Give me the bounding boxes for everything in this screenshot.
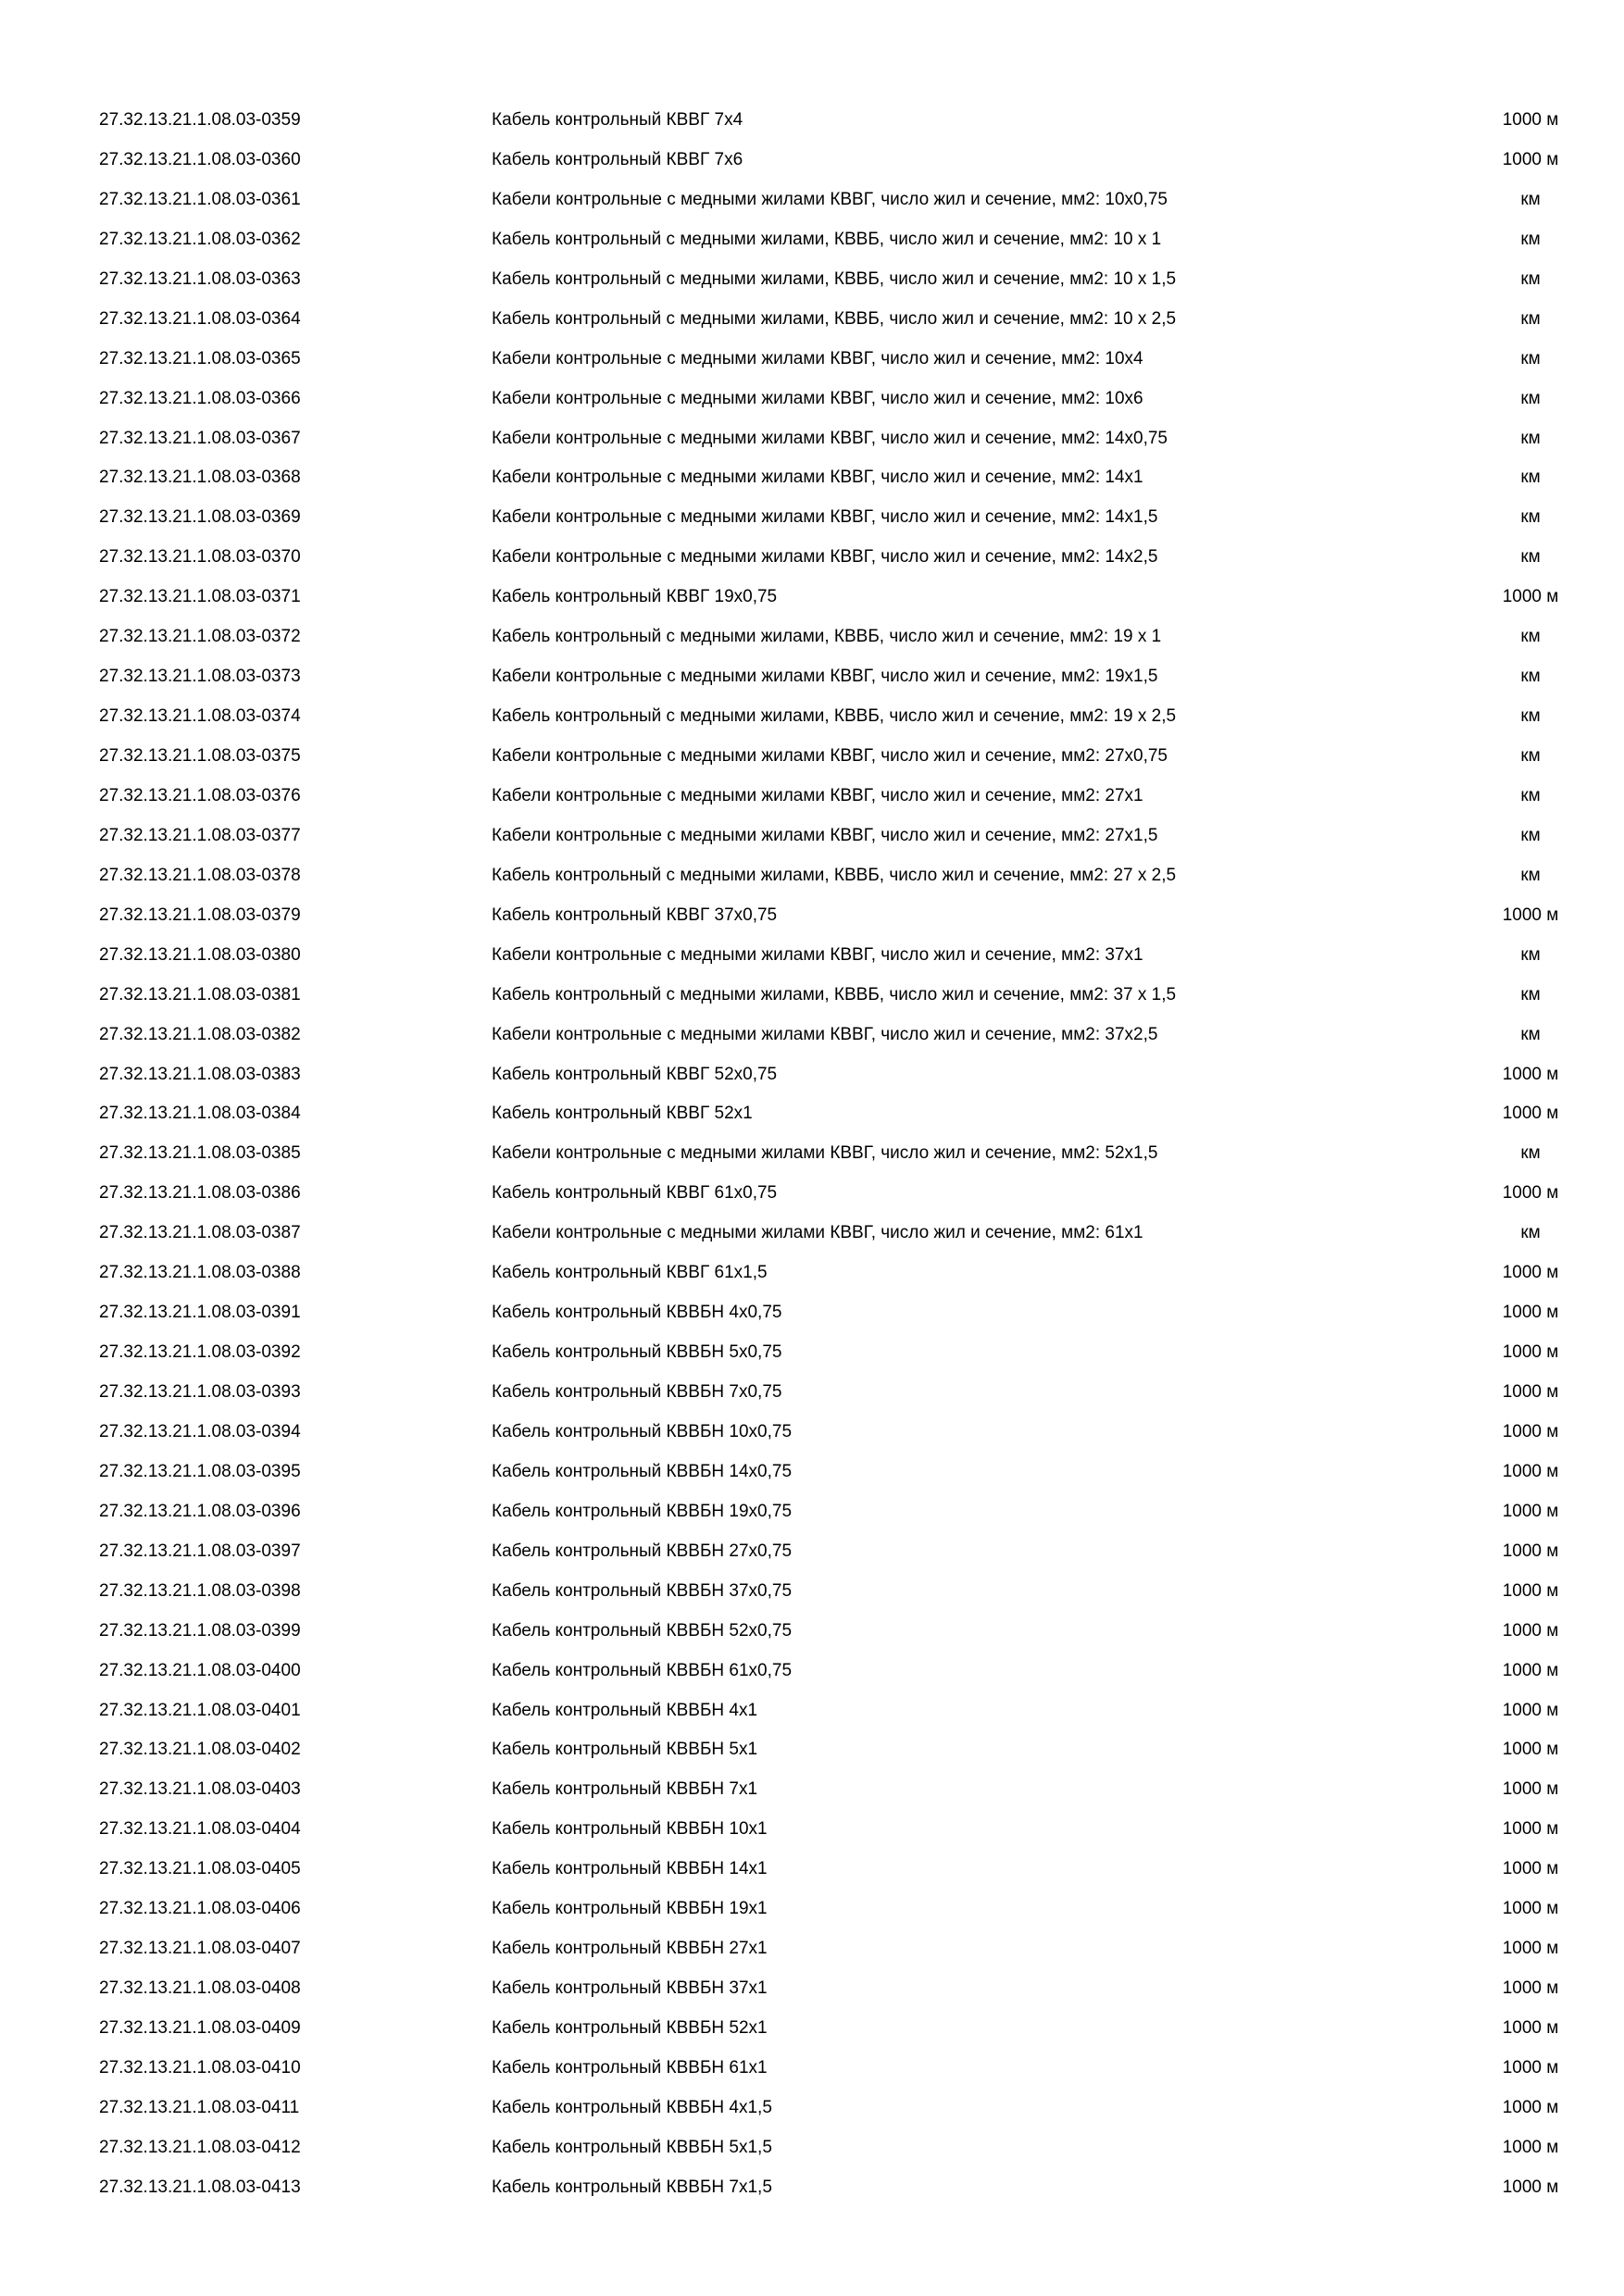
table-row — [0, 1929, 1624, 1969]
item-name: Кабель контрольный КВВБН 37х1 — [492, 1978, 768, 1999]
table-row — [0, 2009, 1624, 2049]
item-name: Кабели контрольные с медными жилами КВВГ, число жил и сечение, мм2: 37х1 — [492, 944, 1143, 965]
item-unit: 1000 м — [1502, 1978, 1559, 1999]
table-row — [0, 380, 1624, 419]
item-unit: 1000 м — [1502, 1183, 1559, 1204]
item-unit: км — [1520, 984, 1541, 1004]
item-name: Кабели контрольные с медными жилами КВВГ, число жил и сечение, мм2: 37х2,5 — [492, 1024, 1158, 1044]
item-code: 27.32.13.21.1.08.03-0366 — [99, 388, 301, 408]
item-name: Кабели контрольные с медными жилами КВВГ, число жил и сечение, мм2: 19х1,5 — [492, 667, 1158, 687]
item-code: 27.32.13.21.1.08.03-0381 — [99, 984, 301, 1004]
table-row — [0, 260, 1624, 300]
item-code: 27.32.13.21.1.08.03-0413 — [99, 2177, 301, 2197]
item-name: Кабель контрольный с медными жилами, КВВБ, число жил и сечение, мм2: 10 х 2,5 — [492, 308, 1177, 329]
item-name: Кабель контрольный КВВГ 61х1,5 — [492, 1263, 768, 1283]
item-code: 27.32.13.21.1.08.03-0384 — [99, 1104, 301, 1124]
table-row — [0, 340, 1624, 380]
item-name: Кабель контрольный КВВБН 7х1,5 — [492, 2177, 772, 2197]
item-unit: 1000 м — [1502, 1382, 1559, 1402]
item-code: 27.32.13.21.1.08.03-0405 — [99, 1859, 301, 1879]
item-unit: км — [1520, 785, 1541, 805]
item-name: Кабели контрольные с медными жилами КВВГ, число жил и сечение, мм2: 10х0,75 — [492, 189, 1168, 209]
item-unit: 1000 м — [1502, 1859, 1559, 1879]
item-name: Кабель контрольный КВВБН 27х1 — [492, 1939, 768, 1959]
item-unit: 1000 м — [1502, 1700, 1559, 1720]
item-name: Кабели контрольные с медными жилами КВВГ, число жил и сечение, мм2: 27х1,5 — [492, 825, 1158, 845]
item-code: 27.32.13.21.1.08.03-0380 — [99, 944, 301, 965]
table-row — [0, 1890, 1624, 1929]
item-code: 27.32.13.21.1.08.03-0372 — [99, 627, 301, 647]
item-name: Кабель контрольный с медными жилами, КВВБ, число жил и сечение, мм2: 10 х 1 — [492, 229, 1162, 249]
item-name: Кабели контрольные с медными жилами КВВГ, число жил и сечение, мм2: 10х4 — [492, 348, 1143, 368]
item-unit: км — [1520, 1143, 1541, 1164]
table-row — [0, 1850, 1624, 1890]
table-row — [0, 1969, 1624, 2009]
item-code: 27.32.13.21.1.08.03-0408 — [99, 1978, 301, 1999]
table-row — [0, 1810, 1624, 1850]
table-row — [0, 1532, 1624, 1572]
item-code: 27.32.13.21.1.08.03-0412 — [99, 2137, 301, 2157]
price-list-table — [0, 101, 1624, 2208]
item-name: Кабель контрольный КВВГ 52х1 — [492, 1104, 753, 1124]
item-code: 27.32.13.21.1.08.03-0402 — [99, 1740, 301, 1760]
item-name: Кабель контрольный КВВБН 61х0,75 — [492, 1660, 793, 1680]
item-unit: 1000 м — [1502, 1660, 1559, 1680]
item-unit: км — [1520, 468, 1541, 488]
table-row — [0, 2128, 1624, 2168]
table-row — [0, 1094, 1624, 1134]
item-name: Кабель контрольный КВВБН 61х1 — [492, 2057, 768, 2078]
item-code: 27.32.13.21.1.08.03-0400 — [99, 1660, 301, 1680]
item-unit: 1000 м — [1502, 2177, 1559, 2197]
item-name: Кабели контрольные с медными жилами КВВГ, число жил и сечение, мм2: 14х1 — [492, 468, 1143, 488]
item-name: Кабель контрольный КВВГ 7х4 — [492, 110, 743, 130]
table-row — [0, 101, 1624, 141]
item-name: Кабели контрольные с медными жилами КВВГ, число жил и сечение, мм2: 14х1,5 — [492, 507, 1158, 528]
item-code: 27.32.13.21.1.08.03-0382 — [99, 1024, 301, 1044]
item-name: Кабель контрольный КВВГ 61х0,75 — [492, 1183, 778, 1204]
table-row — [0, 578, 1624, 618]
item-code: 27.32.13.21.1.08.03-0359 — [99, 110, 301, 130]
table-row — [0, 1293, 1624, 1333]
table-row — [0, 1214, 1624, 1254]
item-code: 27.32.13.21.1.08.03-0370 — [99, 547, 301, 568]
item-name: Кабель контрольный КВВБН 52х1 — [492, 2018, 768, 2038]
item-unit: км — [1520, 547, 1541, 568]
table-row — [0, 181, 1624, 220]
item-unit: км — [1520, 308, 1541, 329]
item-name: Кабели контрольные с медными жилами КВВГ, число жил и сечение, мм2: 14х2,5 — [492, 547, 1158, 568]
item-unit: 1000 м — [1502, 1342, 1559, 1363]
item-unit: 1000 м — [1502, 1263, 1559, 1283]
item-unit: км — [1520, 189, 1541, 209]
item-code: 27.32.13.21.1.08.03-0398 — [99, 1580, 301, 1601]
table-row — [0, 1373, 1624, 1413]
item-name: Кабель контрольный КВВБН 37х0,75 — [492, 1580, 793, 1601]
item-code: 27.32.13.21.1.08.03-0377 — [99, 825, 301, 845]
item-unit: 1000 м — [1502, 1461, 1559, 1481]
table-row — [0, 657, 1624, 697]
item-name: Кабель контрольный КВВГ 19х0,75 — [492, 587, 778, 607]
item-unit: 1000 м — [1502, 1580, 1559, 1601]
item-name: Кабель контрольный КВВБН 5х0,75 — [492, 1342, 782, 1363]
item-code: 27.32.13.21.1.08.03-0391 — [99, 1303, 301, 1323]
table-row — [0, 1134, 1624, 1174]
item-name: Кабель контрольный КВВГ 52х0,75 — [492, 1064, 778, 1084]
item-code: 27.32.13.21.1.08.03-0411 — [99, 2097, 300, 2117]
item-name: Кабель контрольный КВВГ 37х0,75 — [492, 905, 778, 925]
item-code: 27.32.13.21.1.08.03-0374 — [99, 706, 301, 727]
item-name: Кабель контрольный с медными жилами, КВВБ, число жил и сечение, мм2: 27 х 2,5 — [492, 865, 1177, 885]
table-row — [0, 1730, 1624, 1770]
item-code: 27.32.13.21.1.08.03-0393 — [99, 1382, 301, 1402]
table-row — [0, 498, 1624, 538]
item-name: Кабель контрольный КВВБН 4х0,75 — [492, 1303, 782, 1323]
item-unit: км — [1520, 944, 1541, 965]
item-name: Кабель контрольный КВВБН 14х1 — [492, 1859, 768, 1879]
item-unit: км — [1520, 667, 1541, 687]
table-row — [0, 856, 1624, 896]
table-row — [0, 1413, 1624, 1453]
table-row — [0, 817, 1624, 856]
item-unit: 1000 м — [1502, 1740, 1559, 1760]
item-name: Кабель контрольный КВВБН 10х0,75 — [492, 1421, 793, 1441]
item-code: 27.32.13.21.1.08.03-0362 — [99, 229, 301, 249]
item-unit: 1000 м — [1502, 2097, 1559, 2117]
item-unit: км — [1520, 627, 1541, 647]
item-name: Кабель контрольный КВВБН 5х1,5 — [492, 2137, 772, 2157]
item-unit: км — [1520, 507, 1541, 528]
table-row — [0, 2168, 1624, 2208]
item-code: 27.32.13.21.1.08.03-0378 — [99, 865, 301, 885]
item-unit: км — [1520, 825, 1541, 845]
item-unit: км — [1520, 1223, 1541, 1243]
item-code: 27.32.13.21.1.08.03-0361 — [99, 189, 301, 209]
item-name: Кабель контрольный КВВБН 10х1 — [492, 1819, 768, 1840]
table-row — [0, 737, 1624, 777]
item-unit: км — [1520, 865, 1541, 885]
item-unit: 1000 м — [1502, 587, 1559, 607]
table-row — [0, 936, 1624, 976]
item-unit: км — [1520, 746, 1541, 766]
item-unit: 1000 м — [1502, 1501, 1559, 1521]
item-unit: 1000 м — [1502, 2018, 1559, 2038]
item-unit: 1000 м — [1502, 1303, 1559, 1323]
item-code: 27.32.13.21.1.08.03-0394 — [99, 1421, 301, 1441]
item-unit: км — [1520, 229, 1541, 249]
item-name: Кабель контрольный КВВБН 19х1 — [492, 1899, 768, 1919]
table-row — [0, 141, 1624, 181]
item-unit: 1000 м — [1502, 1939, 1559, 1959]
item-unit: км — [1520, 348, 1541, 368]
item-name: Кабель контрольный с медными жилами, КВВБ, число жил и сечение, мм2: 19 х 2,5 — [492, 706, 1177, 727]
table-row — [0, 1055, 1624, 1095]
item-code: 27.32.13.21.1.08.03-0403 — [99, 1779, 301, 1800]
item-name: Кабель контрольный с медными жилами, КВВБ, число жил и сечение, мм2: 10 х 1,5 — [492, 268, 1177, 289]
item-code: 27.32.13.21.1.08.03-0399 — [99, 1620, 301, 1641]
item-unit: 1000 м — [1502, 1541, 1559, 1561]
item-unit: 1000 м — [1502, 1779, 1559, 1800]
item-code: 27.32.13.21.1.08.03-0388 — [99, 1263, 301, 1283]
item-unit: км — [1520, 428, 1541, 448]
item-code: 27.32.13.21.1.08.03-0386 — [99, 1183, 301, 1204]
item-name: Кабель контрольный КВВБН 5х1 — [492, 1740, 758, 1760]
item-code: 27.32.13.21.1.08.03-0397 — [99, 1541, 301, 1561]
item-name: Кабель контрольный КВВБН 14х0,75 — [492, 1461, 793, 1481]
item-name: Кабели контрольные с медными жилами КВВГ, число жил и сечение, мм2: 61х1 — [492, 1223, 1143, 1243]
table-row — [0, 1254, 1624, 1293]
item-unit: 1000 м — [1502, 1104, 1559, 1124]
table-row — [0, 458, 1624, 498]
item-unit: 1000 м — [1502, 110, 1559, 130]
item-code: 27.32.13.21.1.08.03-0396 — [99, 1501, 301, 1521]
item-code: 27.32.13.21.1.08.03-0406 — [99, 1899, 301, 1919]
item-unit: км — [1520, 1024, 1541, 1044]
table-row — [0, 896, 1624, 936]
item-code: 27.32.13.21.1.08.03-0363 — [99, 268, 301, 289]
item-code: 27.32.13.21.1.08.03-0407 — [99, 1939, 301, 1959]
table-row — [0, 1612, 1624, 1652]
item-unit: 1000 м — [1502, 2137, 1559, 2157]
table-row — [0, 419, 1624, 459]
item-code: 27.32.13.21.1.08.03-0395 — [99, 1461, 301, 1481]
item-name: Кабель контрольный КВВБН 19х0,75 — [492, 1501, 793, 1521]
item-code: 27.32.13.21.1.08.03-0387 — [99, 1223, 301, 1243]
item-name: Кабель контрольный КВВБН 7х1 — [492, 1779, 758, 1800]
table-row — [0, 220, 1624, 260]
item-name: Кабель контрольный КВВБН 27х0,75 — [492, 1541, 793, 1561]
table-row — [0, 697, 1624, 737]
item-code: 27.32.13.21.1.08.03-0385 — [99, 1143, 301, 1164]
table-row — [0, 1174, 1624, 1214]
item-unit: км — [1520, 706, 1541, 727]
item-name: Кабель контрольный КВВБН 4х1 — [492, 1700, 758, 1720]
table-row — [0, 1016, 1624, 1055]
item-name: Кабель контрольный КВВБН 52х0,75 — [492, 1620, 793, 1641]
item-unit: 1000 м — [1502, 1819, 1559, 1840]
table-row — [0, 618, 1624, 657]
table-row — [0, 976, 1624, 1016]
item-unit: 1000 м — [1502, 149, 1559, 169]
item-code: 27.32.13.21.1.08.03-0379 — [99, 905, 301, 925]
item-name: Кабель контрольный с медными жилами, КВВБ, число жил и сечение, мм2: 37 х 1,5 — [492, 984, 1177, 1004]
table-row — [0, 538, 1624, 578]
table-row — [0, 1333, 1624, 1373]
item-name: Кабели контрольные с медными жилами КВВГ, число жил и сечение, мм2: 27х0,75 — [492, 746, 1168, 766]
item-name: Кабель контрольный КВВБН 4х1,5 — [492, 2097, 772, 2117]
item-name: Кабели контрольные с медными жилами КВВГ, число жил и сечение, мм2: 10х6 — [492, 388, 1143, 408]
item-code: 27.32.13.21.1.08.03-0404 — [99, 1819, 301, 1840]
item-code: 27.32.13.21.1.08.03-0409 — [99, 2018, 301, 2038]
item-name: Кабель контрольный КВВБН 7х0,75 — [492, 1382, 782, 1402]
table-row — [0, 1572, 1624, 1612]
table-row — [0, 1492, 1624, 1532]
table-row — [0, 1652, 1624, 1691]
item-code: 27.32.13.21.1.08.03-0376 — [99, 785, 301, 805]
table-row — [0, 1770, 1624, 1810]
item-name: Кабели контрольные с медными жилами КВВГ, число жил и сечение, мм2: 14х0,75 — [492, 428, 1168, 448]
table-row — [0, 300, 1624, 340]
item-code: 27.32.13.21.1.08.03-0371 — [99, 587, 301, 607]
item-code: 27.32.13.21.1.08.03-0410 — [99, 2057, 301, 2078]
item-code: 27.32.13.21.1.08.03-0368 — [99, 468, 301, 488]
item-unit: 1000 м — [1502, 1064, 1559, 1084]
item-code: 27.32.13.21.1.08.03-0365 — [99, 348, 301, 368]
item-code: 27.32.13.21.1.08.03-0373 — [99, 667, 301, 687]
item-name: Кабель контрольный КВВГ 7х6 — [492, 149, 743, 169]
item-code: 27.32.13.21.1.08.03-0367 — [99, 428, 301, 448]
table-row — [0, 1691, 1624, 1731]
item-name: Кабель контрольный с медными жилами, КВВБ, число жил и сечение, мм2: 19 х 1 — [492, 627, 1162, 647]
item-name: Кабели контрольные с медными жилами КВВГ, число жил и сечение, мм2: 52х1,5 — [492, 1143, 1158, 1164]
item-code: 27.32.13.21.1.08.03-0369 — [99, 507, 301, 528]
item-code: 27.32.13.21.1.08.03-0360 — [99, 149, 301, 169]
item-unit: 1000 м — [1502, 1899, 1559, 1919]
item-name: Кабели контрольные с медными жилами КВВГ, число жил и сечение, мм2: 27х1 — [492, 785, 1143, 805]
item-unit: 1000 м — [1502, 1421, 1559, 1441]
table-row — [0, 1453, 1624, 1492]
item-code: 27.32.13.21.1.08.03-0401 — [99, 1700, 301, 1720]
item-unit: 1000 м — [1502, 2057, 1559, 2078]
item-unit: 1000 м — [1502, 905, 1559, 925]
item-code: 27.32.13.21.1.08.03-0364 — [99, 308, 301, 329]
item-code: 27.32.13.21.1.08.03-0375 — [99, 746, 301, 766]
item-code: 27.32.13.21.1.08.03-0392 — [99, 1342, 301, 1363]
item-code: 27.32.13.21.1.08.03-0383 — [99, 1064, 301, 1084]
item-unit: 1000 м — [1502, 1620, 1559, 1641]
item-unit: км — [1520, 268, 1541, 289]
item-unit: км — [1520, 388, 1541, 408]
table-row — [0, 777, 1624, 817]
table-row — [0, 2049, 1624, 2089]
table-row — [0, 2089, 1624, 2128]
